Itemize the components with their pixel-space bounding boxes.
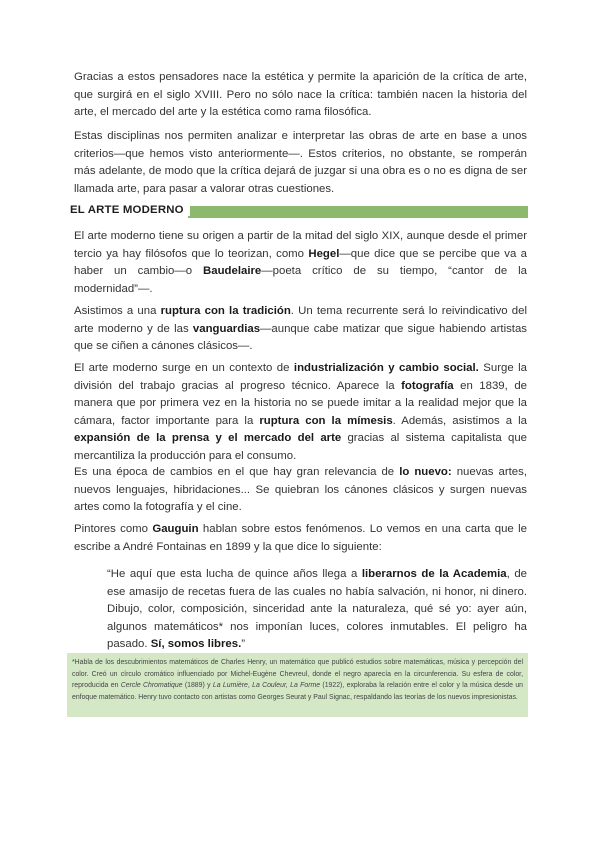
- bold-gauguin: Gauguin: [152, 523, 199, 535]
- bold-hegel: Hegel: [308, 247, 340, 260]
- paragraph-rupture: Asistimos a una ruptura con la tradición. Un tema recurrente será lo reivindicativo del arte moderno y de las vanguardias—aunque cabe matizar que sigue habiendo artistas que se ciñen a cánones clásicos—.: [74, 305, 527, 353]
- gauguin-quote: “He aquí que esta lucha de quince años llega a liberarnos de la Academia, de ese amasijo de recetas fuera de las cuales no había salvación, ni honor, ni dinero. Dibujo, color, composición, sinceridad ante la naturaleza, qué sé yo: ayer aún, algunos matemáticos* nos imponían luces, colores inmutables. El peligro ha pasado. Sí, somos libres.”: [107, 568, 527, 651]
- paragraph-gauguin: Pintores como Gauguin hablan sobre estos fenómenos. Lo vemos en una carta que le escribe a André Fontainas en 1899 y la que dice lo siguiente:: [74, 523, 527, 553]
- section-heading-bar: [188, 206, 528, 218]
- section-heading-label: EL ARTE MODERNO: [70, 204, 190, 216]
- paragraph-context: El arte moderno surge en un contexto de industrialización y cambio social. Surge la división del trabajo gracias al progreso técnico. Aparece la fotografía en 1839, de manera que por primera vez en la historia no se puede imitar a la realidad mejor que la cámara, factor importante para la ruptura con la mímesis. Además, asistimos a la expansión de la prensa y el mercado del arte gracias al sistema capitalista que mercantiliza la producción para el consumo.: [74, 362, 528, 462]
- bold-industrializacion: industrialización y cambio social.: [293, 362, 479, 374]
- bold-somos-libres: Sí, somos libres.: [150, 638, 242, 651]
- bold-lo-nuevo: lo nuevo:: [399, 466, 452, 478]
- bold-baudelaire: Baudelaire: [203, 265, 262, 278]
- footnote-box: *Habla de los descubrimientos matemáticos de Charles Henry, un matemático que publicó estudios sobre matemáticas, música y percepción del color. Creó un círculo cromático influenciado por Michel-Eugène Chevreul, donde el negro aparecía en la circunferencia. Su esfera de color, reproducida en Cercle Chromatique (1889) y La Lumière, La Couleur, La Forme (1922), exploraba la relación entre el color y la música desde un enfoque matemático. Henry tuvo contacto con artistas como Georges Seurat y Paul Signac, respaldando las teorías de los nuevos impresionistas.: [67, 653, 528, 717]
- paragraph-intro-2: Estas disciplinas nos permiten analizar e interpretar las obras de arte en base a unos criterios—que hemos visto anteriormente—. Estos criterios, no obstante, se romperán más adelante, de modo que la crítica dejará de juzgar si una obra es o no es digna de ser llamada arte, para pasar a valorar otras cuestiones.: [74, 130, 527, 195]
- paragraph-origin: El arte moderno tiene su origen a partir de la mitad del siglo XIX, aunque desde el primer tercio ya hay filósofos que lo teorizan, como Hegel—que dice que se percibe que va a haber un cambio—o Baudelaire—poeta crítico de su tiempo, “cantor de la modernidad”—.: [74, 230, 528, 295]
- bold-fotografia: fotografía: [401, 379, 454, 392]
- bold-prensa: expansión de la prensa y el mercado del arte: [74, 432, 342, 445]
- section-heading: [68, 203, 528, 221]
- bold-mimesis: ruptura con la mímesis: [259, 414, 393, 427]
- paragraph-intro-1: Gracias a estos pensadores nace la estética y permite la aparición de la crítica de arte, que surgirá en el siglo XVIII. Pero no sólo nace la crítica: también nacen la historia del arte, el mercado del arte y la estética como rama filosófica.: [74, 71, 527, 119]
- bold-ruptura: ruptura con la tradición: [160, 305, 291, 317]
- paragraph-novelty: Es una época de cambios en el que hay gran relevancia de lo nuevo: nuevas artes, nuevos lenguajes, hibridaciones... Se quiebran los cánones clásicos y surgen nuevas artes como la fotografía y el cine.: [74, 466, 527, 514]
- bold-vanguardias: vanguardias: [192, 322, 261, 335]
- bold-liberarnos: liberarnos de la Academia: [361, 568, 507, 580]
